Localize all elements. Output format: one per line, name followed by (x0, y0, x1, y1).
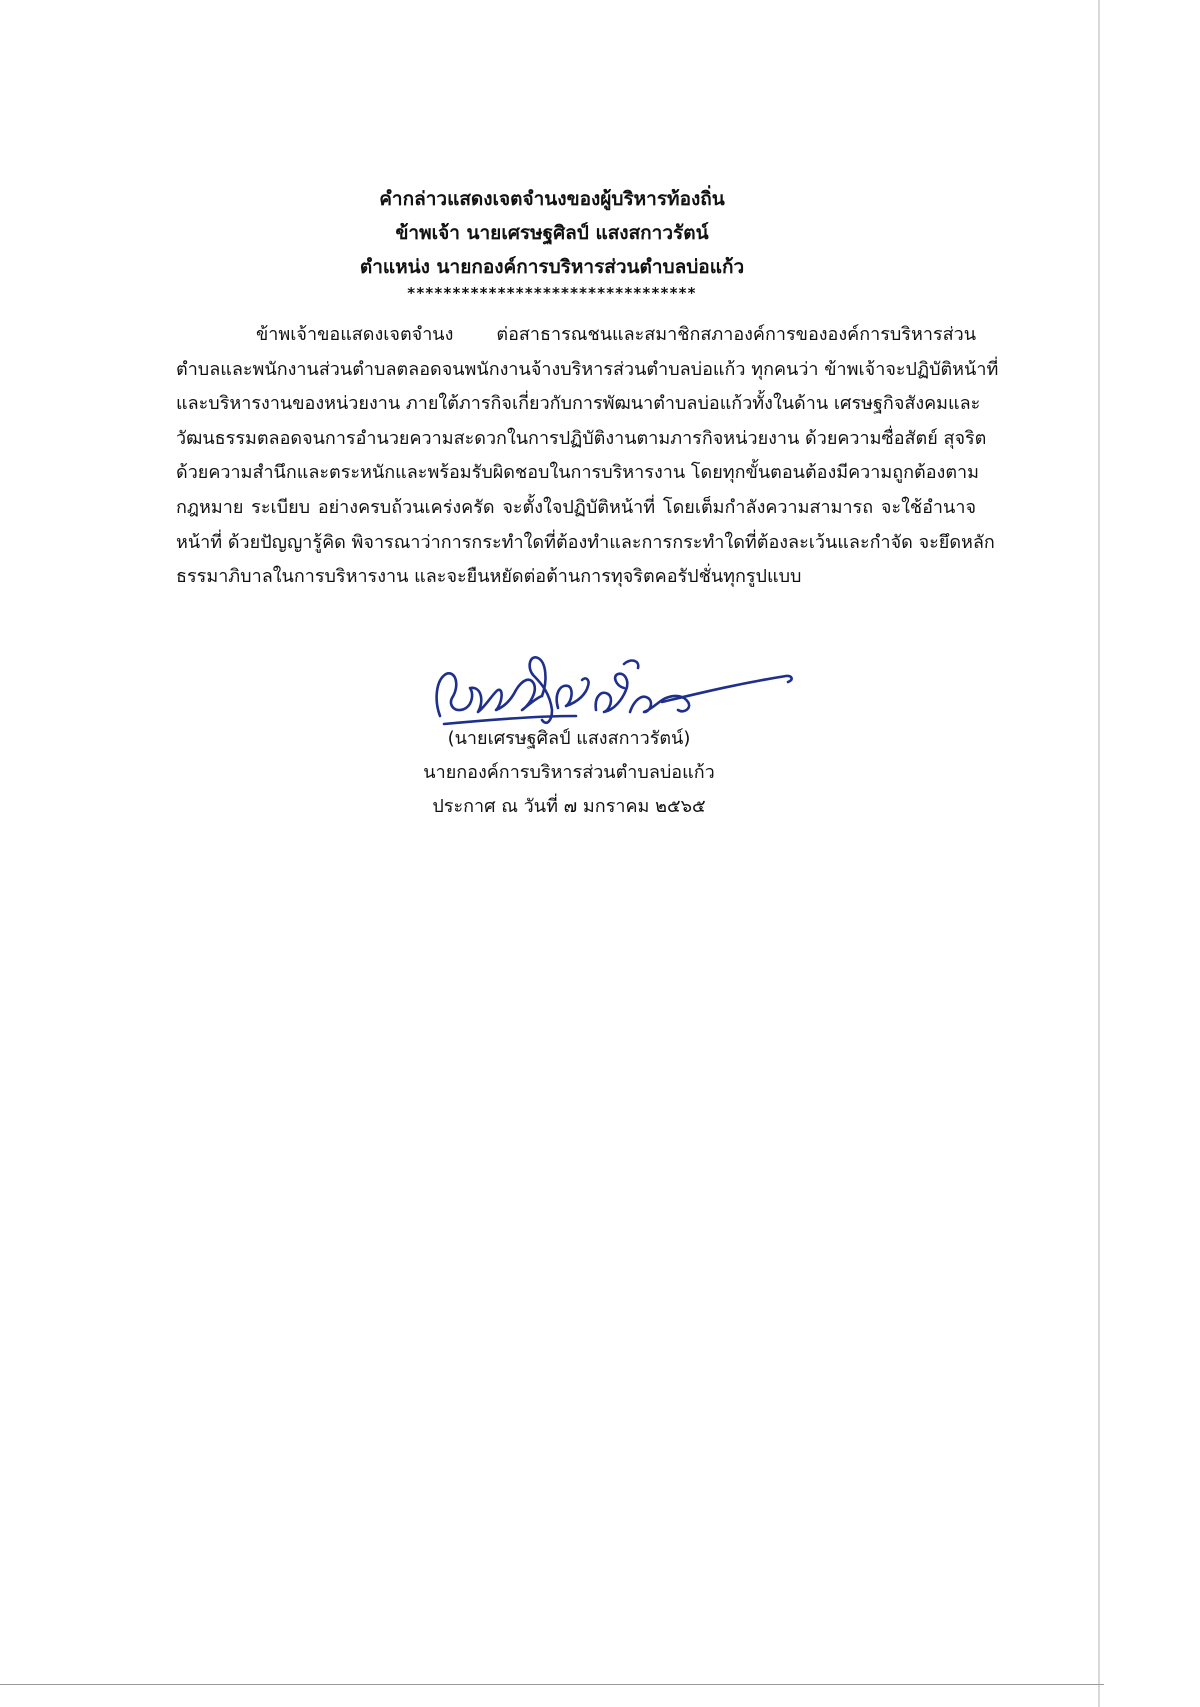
header-divider: ******************************** (407, 284, 697, 302)
declaration-body (176, 318, 999, 595)
body-line: ตำบลและพนักงานส่วนตำบลตลอดจนพนักงานจ้างบริหารส่วนตำบลบ่อแก้ว ทุกคนว่า ข้าพเจ้าจะปฏิบัติหน้าที่ (176, 358, 999, 380)
signatory-name: (นายเศรษฐศิลป์ แสงสกาวรัตน์) (447, 728, 691, 749)
signatory-title: นายกองค์การบริหารส่วนตำบลบ่อแก้ว (423, 762, 715, 783)
document-title: คำกล่าวแสดงเจตจำนงของผู้บริหารท้องถิ่น (379, 188, 725, 210)
scan-bottom-edge (0, 1684, 1104, 1685)
body-line: กฎหมาย ระเบียบ อย่างครบถ้วนเคร่งครัด จะตั้งใจปฏิบัติหน้าที่ โดยเต็มกำลังความสามารถ จะใช้อำนาจ (176, 496, 976, 518)
declarant-position-line: ตำแหน่ง นายกองค์การบริหารส่วนตำบลบ่อแก้ว (359, 256, 745, 278)
signature-block (0, 722, 1104, 824)
announcement-date: ประกาศ ณ วันที่ ๗ มกราคม ๒๕๖๕ (432, 796, 706, 817)
body-line: ข้าพเจ้าขอแสดงเจตจำนง ต่อสาธารณชนและสมาชิกสภาองค์การขององค์การบริหารส่วน (256, 324, 976, 345)
body-line: ธรรมาภิบาลในการบริหารงาน และจะยืนหยัดต่อต้านการทุจริตคอรัปชั่นทุกรูปแบบ (176, 566, 802, 588)
body-line: หน้าที่ ด้วยปัญญารู้คิด พิจารณาว่าการกระทำใดที่ต้องทำและการกระทำใดที่ต้องละเว้นและกำจัด จะยึดหลัก (176, 531, 995, 553)
handwritten-signature (426, 650, 796, 730)
body-line: และบริหารงานของหน่วยงาน ภายใต้ภารกิจเกี่ยวกับการพัฒนาตำบลบ่อแก้วทั้งในด้าน เศรษฐกิจสังคมและ (176, 393, 981, 415)
document-header (0, 182, 1104, 302)
declarant-name-line: ข้าพเจ้า นายเศรษฐศิลป์ แสงสกาวรัตน์ (395, 222, 709, 244)
body-line: ด้วยความสำนึกและตระหนักและพร้อมรับผิดชอบในการบริหารงาน โดยทุกขั้นตอนต้องมีความถูกต้องตาม (176, 462, 979, 484)
body-line: วัฒนธรรมตลอดจนการอำนวยความสะดวกในการปฏิบัติงานตามภารกิจหน่วยงาน ด้วยความซื่อสัตย์ สุจริต (176, 427, 987, 449)
